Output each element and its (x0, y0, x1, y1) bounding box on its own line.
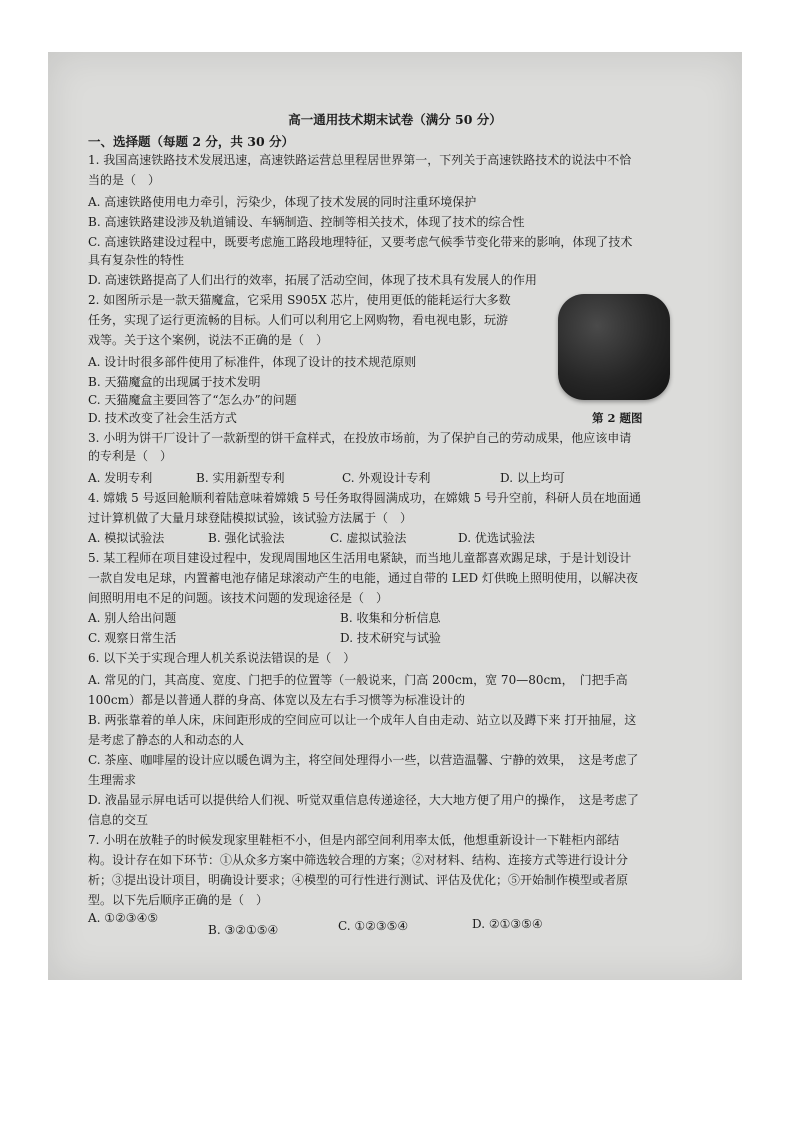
q2-option-d: D. 技术改变了社会生活方式 (88, 411, 237, 425)
q5-stem-line-2: 一款自发电足球，内置蓄电池存储足球滚动产生的电能，通过自带的 LED 灯供晚上照明使用，以解决夜 (88, 571, 638, 585)
q7-stem-line-1: 7. 小明在放鞋子的时候发现家里鞋柜不小，但是内部空间利用率太低，他想重新设计一下鞋柜内部结 (88, 833, 620, 847)
q1-stem-line-2: 当的是（ ） (88, 173, 161, 187)
q1-option-c-line-1: C. 高速铁路建设过程中，既要考虑施工路段地理特征，又要考虑气候季节变化带来的影响，体现了技术 (88, 235, 633, 249)
q7-option-a: A. ①②③④⑤ (88, 911, 159, 925)
q6-option-c-line-2: 生理需求 (88, 773, 137, 787)
q3-option-b: B. 实用新型专利 (196, 471, 285, 485)
q4-option-a: A. 模拟试验法 (88, 531, 165, 545)
q3-option-a: A. 发明专利 (88, 471, 153, 485)
q7-stem-line-3: 析；③提出设计项目，明确设计要求；④模型的可行性进行测试、评估及优化；⑤开始制作模型或者原 (88, 873, 629, 887)
q3-option-c: C. 外观设计专利 (342, 471, 431, 485)
q5-option-d: D. 技术研究与试验 (340, 631, 441, 645)
section-heading: 一、选择题（每题 2 分，共 30 分） (88, 134, 295, 149)
q6-option-d-line-1: D. 液晶显示屏电话可以提供给人们视、听觉双重信息传递途径，大大地方便了用户的操作， 这是考虑了 (88, 793, 639, 807)
q2-option-b: B. 天猫魔盒的出现属于技术发明 (88, 375, 261, 389)
q7-option-c: C. ①②③⑤④ (338, 919, 409, 933)
q7-stem-line-4: 型。以下先后顺序正确的是（ ） (88, 893, 269, 907)
q1-option-c-line-2: 具有复杂性的特性 (88, 253, 185, 267)
q2-stem-line-3: 戏等。关于这个案例，说法不正确的是（ ） (88, 333, 329, 347)
q6-option-b-line-1: B. 两张靠着的单人床，床间距形成的空间应可以让一个成年人自由走动、站立以及蹲下来 打开抽屉，这 (88, 713, 637, 727)
q4-stem-line-2: 过计算机做了大量月球登陆模拟试验，该试验方法属于（ ） (88, 511, 413, 525)
tmall-box-image (558, 294, 670, 400)
q1-option-d: D. 高速铁路提高了人们出行的效率，拓展了活动空间，体现了技术具有发展人的作用 (88, 273, 537, 287)
q7-option-d: D. ②①③⑤④ (472, 917, 543, 931)
q3-stem-line-2: 的专利是（ ） (88, 449, 173, 463)
q4-stem-line-1: 4. 嫦娥 5 号返回舱顺利着陆意味着嫦娥 5 号任务取得圆满成功，在嫦娥 5 号升空前，科研人员在地面通 (88, 491, 642, 505)
q2-stem-line-1: 2. 如图所示是一款天猫魔盒，它采用 S905X 芯片，使用更低的能耗运行大多数 (88, 293, 511, 307)
q7-stem-line-2: 构。设计存在如下环节：①从众多方案中筛选较合理的方案；②对材料、结构、连接方式等进行设计分 (88, 853, 629, 867)
q2-stem-line-2: 任务，实现了运行更流畅的目标。人们可以利用它上网购物，看电视电影，玩游 (88, 313, 509, 327)
q1-option-b: B. 高速铁路建设涉及轨道铺设、车辆制造、控制等相关技术，体现了技术的综合性 (88, 215, 525, 229)
q6-option-d-line-2: 信息的交互 (88, 813, 149, 827)
q6-option-a-line-1: A. 常见的门，其高度、宽度、门把手的位置等（一般说来，门高 200cm，宽 70—80cm， 门把手高 (88, 673, 628, 687)
q6-stem: 6. 以下关于实现合理人机关系说法错误的是（ ） (88, 651, 356, 665)
exam-paper (48, 52, 742, 980)
q5-stem-line-3: 间照明用电不足的问题。该技术问题的发现途径是（ ） (88, 591, 389, 605)
q6-option-a-line-2: 100cm）都是以普通人群的身高、体宽以及左右手习惯等为标准设计的 (88, 693, 466, 707)
q5-option-b: B. 收集和分析信息 (340, 611, 441, 625)
q4-option-d: D. 优选试验法 (458, 531, 535, 545)
q2-figure-caption: 第 2 题图 (592, 411, 643, 425)
q5-option-a: A. 别人给出问题 (88, 611, 177, 625)
q1-stem-line-1: 1. 我国高速铁路技术发展迅速，高速铁路运营总里程居世界第一，下列关于高速铁路技术的说法中不恰 (88, 153, 632, 167)
q1-option-a: A. 高速铁路使用电力牵引，污染少，体现了技术发展的同时注重环境保护 (88, 195, 477, 209)
q2-option-c: C. 天猫魔盒主要回答了“怎么办”的问题 (88, 393, 297, 407)
q3-stem-line-1: 3. 小明为饼干厂设计了一款新型的饼干盒样式，在投放市场前，为了保护自己的劳动成果，他应该申请 (88, 431, 632, 445)
q6-option-c-line-1: C. 茶座、咖啡屋的设计应以暖色调为主，将空间处理得小一些，以营造温馨、宁静的效果， 这是考虑了 (88, 753, 639, 767)
q7-option-b: B. ③②①⑤④ (208, 923, 279, 937)
q5-stem-line-1: 5. 某工程师在项目建设过程中，发现周围地区生活用电紧缺，而当地儿童都喜欢踢足球，于是计划设计 (88, 551, 632, 565)
q3-option-d: D. 以上均可 (500, 471, 565, 485)
q4-option-b: B. 强化试验法 (208, 531, 285, 545)
q5-option-c: C. 观察日常生活 (88, 631, 177, 645)
exam-title: 高一通用技术期末试卷（满分 50 分） (288, 112, 502, 127)
q6-option-b-line-2: 是考虑了静态的人和动态的人 (88, 733, 245, 747)
q4-option-c: C. 虚拟试验法 (330, 531, 407, 545)
q2-option-a: A. 设计时很多部件使用了标准件，体现了设计的技术规范原则 (88, 355, 417, 369)
